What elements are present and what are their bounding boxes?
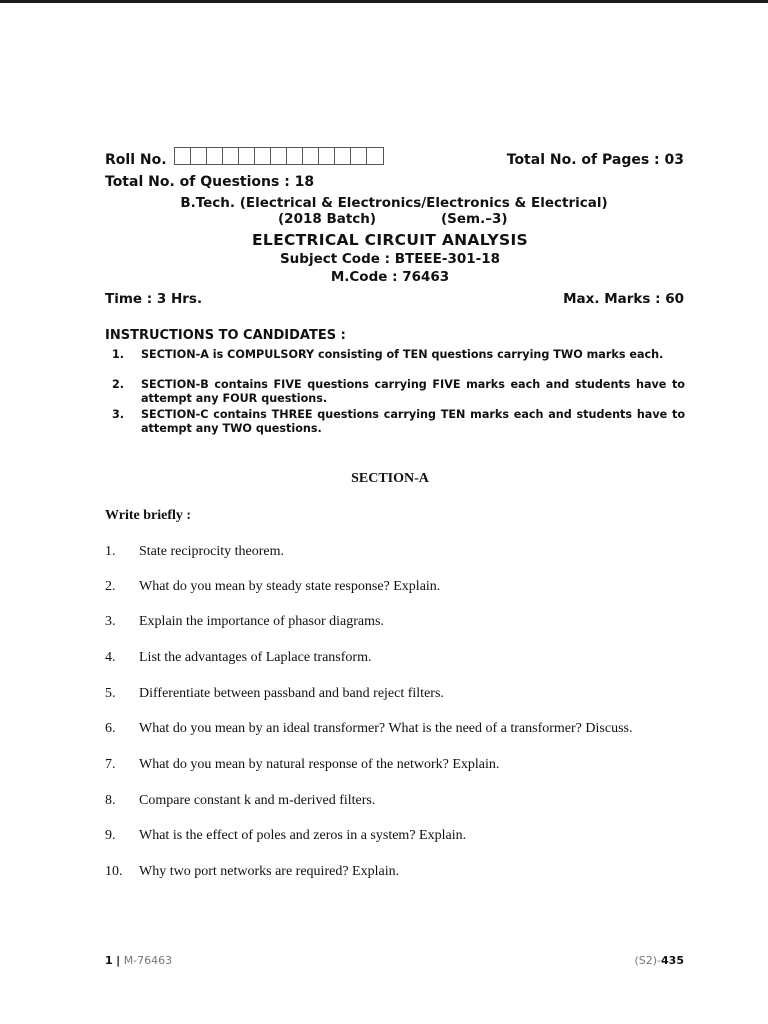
question-number: 10. [105, 864, 123, 879]
roll-no-box [175, 148, 191, 164]
question-text: Compare constant k and m-derived filters. [139, 793, 376, 808]
question-number: 5. [105, 686, 116, 701]
question-text: Why two port networks are required? Explain. [139, 864, 400, 879]
exam-page [0, 3, 768, 1024]
instruction-text: SECTION-A is COMPULSORY consisting of TEN questions carrying TWO marks each. [141, 348, 664, 361]
question-item [105, 614, 384, 630]
roll-no-box [335, 148, 351, 164]
roll-no-boxes [174, 147, 384, 165]
roll-no-box [207, 148, 223, 164]
question-text: What do you mean by an ideal transformer? What is the need of a transformer? Discuss. [139, 721, 633, 736]
instruction-item [105, 378, 685, 405]
question-text: State reciprocity theorem. [139, 544, 284, 559]
question-text: What is the effect of poles and zeros in a system? Explain. [139, 828, 467, 843]
footer-page-number: 1 [105, 954, 113, 967]
footer-page-code [105, 954, 172, 967]
m-code: M.Code : 76463 [330, 269, 450, 285]
paper-title: ELECTRICAL CIRCUIT ANALYSIS [252, 231, 528, 249]
instruction-text: SECTION-C contains THREE questions carrying TEN marks each and students have to attempt any TWO questions. [141, 408, 685, 435]
batch: (2018 Batch) [278, 211, 377, 227]
question-item [105, 864, 399, 880]
roll-no-box [319, 148, 335, 164]
course-name: B.Tech. (Electrical & Electronics/Electronics & Electrical) [180, 195, 608, 211]
instruction-number: 2. [112, 378, 125, 391]
question-item [105, 686, 444, 702]
question-item [105, 544, 284, 560]
question-number: 8. [105, 793, 116, 808]
roll-no-box [271, 148, 287, 164]
roll-no-box [239, 148, 255, 164]
question-number: 9. [105, 828, 116, 843]
question-text: Differentiate between passband and band reject filters. [139, 686, 444, 701]
instruction-number: 3. [112, 408, 125, 421]
question-item [105, 757, 499, 773]
instruction-item [105, 408, 685, 435]
time-allowed: Time : 3 Hrs. [105, 291, 203, 307]
roll-no-label: Roll No. [105, 152, 167, 168]
roll-no-box [287, 148, 303, 164]
question-number: 7. [105, 757, 116, 772]
footer-sheet-number: 435 [661, 954, 684, 967]
question-text: List the advantages of Laplace transform. [139, 650, 372, 665]
footer-sheet-code [634, 954, 684, 967]
question-number: 3. [105, 614, 116, 629]
question-text: Explain the importance of phasor diagrams. [139, 614, 384, 629]
question-item [105, 650, 371, 666]
question-item [105, 793, 375, 809]
semester: (Sem.–3) [441, 211, 508, 227]
instruction-item [105, 348, 685, 362]
instruction-text: SECTION-B contains FIVE questions carrying FIVE marks each and students have to attempt any FOUR questions. [141, 378, 685, 405]
section-a-subheading: Write briefly : [105, 508, 192, 523]
roll-no-box [367, 148, 383, 164]
footer-prefix: (S2)- [634, 954, 662, 967]
question-number: 6. [105, 721, 116, 736]
question-number: 4. [105, 650, 116, 665]
subject-code: Subject Code : BTEEE-301-18 [279, 251, 501, 267]
footer-code: M-76463 [123, 954, 173, 967]
instruction-number: 1. [112, 348, 125, 361]
question-item [105, 828, 466, 844]
section-a-heading: SECTION-A [351, 471, 429, 486]
question-number: 1. [105, 544, 116, 559]
roll-no-box [223, 148, 239, 164]
max-marks: Max. Marks : 60 [563, 291, 684, 307]
instructions-heading: INSTRUCTIONS TO CANDIDATES : [105, 328, 346, 343]
roll-no-box [191, 148, 207, 164]
question-item [105, 579, 440, 595]
question-item [105, 721, 632, 737]
total-questions: Total No. of Questions : 18 [105, 174, 315, 190]
roll-no-box [255, 148, 271, 164]
question-number: 2. [105, 579, 116, 594]
roll-no-box [351, 148, 367, 164]
total-pages: Total No. of Pages : 03 [506, 152, 684, 168]
footer-separator: | [116, 954, 121, 967]
roll-no-box [303, 148, 319, 164]
question-text: What do you mean by steady state response? Explain. [139, 579, 441, 594]
question-text: What do you mean by natural response of the network? Explain. [139, 757, 500, 772]
